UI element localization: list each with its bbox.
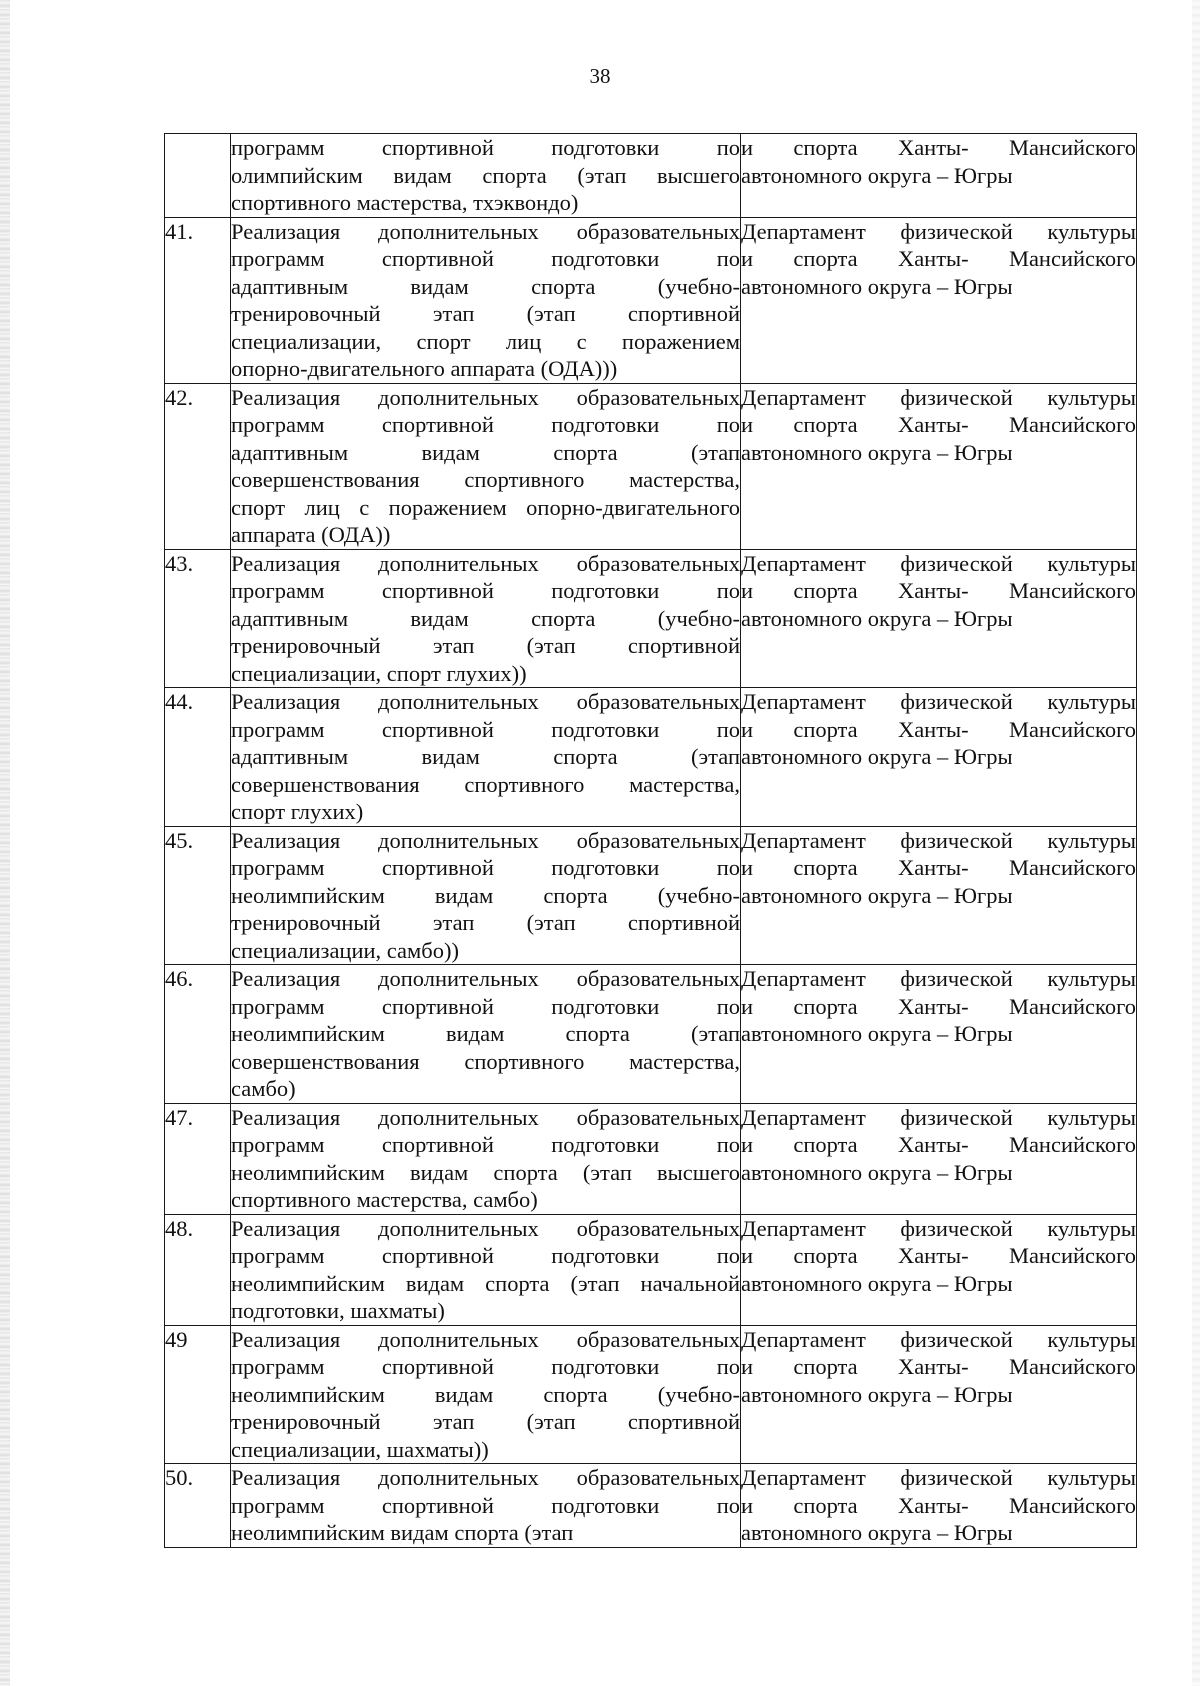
program-name-line: аппарата (ОДА)) xyxy=(231,522,391,547)
row-number: 43. xyxy=(165,549,231,688)
row-number: 42. xyxy=(165,383,231,549)
program-name-line: самбо) xyxy=(231,1076,296,1101)
table-row xyxy=(165,1214,1137,1325)
program-name-cell xyxy=(231,134,741,218)
program-name-line: спортивного мастерства, самбо) xyxy=(231,1187,538,1212)
program-name-line: совершенствования спортивного мастерства, xyxy=(231,467,740,492)
program-name-cell xyxy=(231,688,741,827)
program-name-line: неолимпийским видам спорта (этап xyxy=(231,1520,574,1545)
programs-table xyxy=(164,133,1137,1548)
responsible-line: автономного округа – Югры xyxy=(741,882,1013,908)
program-name-line: неолимпийским видам спорта (этап начальной xyxy=(231,1270,740,1296)
responsible-line: и спорта Ханты- Мансийского xyxy=(741,1243,1136,1268)
program-name-line: тренировочный этап (этап спортивной xyxy=(231,301,740,326)
responsible-line: Департамент физической культуры xyxy=(741,1104,1136,1130)
program-name-cell xyxy=(231,1325,741,1464)
row-number: 45. xyxy=(165,826,231,965)
responsible-line: и спорта Ханты- Мансийского xyxy=(741,1492,1136,1518)
responsible-line: автономного округа – Югры xyxy=(741,1520,1013,1545)
responsible-line: и спорта Ханты- Мансийского xyxy=(741,1354,1136,1379)
program-name-line: программ спортивной подготовки по xyxy=(231,412,740,437)
program-name-line: программ спортивной подготовки по xyxy=(231,1492,740,1518)
responsible-cell xyxy=(741,965,1137,1104)
responsible-cell xyxy=(741,1464,1137,1548)
program-name-line: олимпийским видам спорта (этап высшего xyxy=(231,162,740,188)
responsible-line: Департамент физической культуры xyxy=(741,1215,1136,1241)
program-name-line: специализации, самбо)) xyxy=(231,937,459,963)
program-name-line: совершенствования спортивного мастерства, xyxy=(231,1048,740,1074)
responsible-line: и спорта Ханты- Мансийского xyxy=(741,993,1136,1019)
responsible-cell xyxy=(741,217,1137,383)
program-name-line: неолимпийским видам спорта (учебно- xyxy=(231,882,740,908)
program-name-line: Реализация дополнительных образовательных xyxy=(231,1104,740,1130)
program-name-line: программ спортивной подготовки по xyxy=(231,1132,740,1157)
program-name-line: Реализация дополнительных образовательных xyxy=(231,689,740,714)
program-name-line: программ спортивной подготовки по xyxy=(231,246,740,271)
program-name-line: специализации, шахматы)) xyxy=(231,1436,489,1462)
responsible-line: и спорта Ханты- Мансийского xyxy=(741,1132,1136,1157)
table-row xyxy=(165,1103,1137,1214)
program-name-cell xyxy=(231,383,741,549)
responsible-cell xyxy=(741,383,1137,549)
program-name-line: адаптивным видам спорта (учебно- xyxy=(231,273,740,299)
responsible-line: Департамент физической культуры xyxy=(741,218,1136,244)
responsible-line: автономного округа – Югры xyxy=(741,273,1013,299)
program-name-line: программ спортивной подготовки по xyxy=(231,716,740,742)
table-row xyxy=(165,383,1137,549)
responsible-line: автономного округа – Югры xyxy=(741,1021,1013,1046)
page-number: 38 xyxy=(589,64,611,88)
program-name-line: Реализация дополнительных образовательных xyxy=(231,966,740,991)
table-row xyxy=(165,1325,1137,1464)
table-row xyxy=(165,1464,1137,1548)
responsible-cell xyxy=(741,688,1137,827)
responsible-line: и спорта Ханты- Мансийского xyxy=(741,578,1136,603)
responsible-cell xyxy=(741,1325,1137,1464)
program-name-line: неолимпийским видам спорта (этап высшего xyxy=(231,1159,740,1185)
responsible-line: автономного округа – Югры xyxy=(741,1270,1013,1296)
responsible-line: Департамент физической культуры xyxy=(741,384,1136,410)
program-name-line: тренировочный этап (этап спортивной xyxy=(231,910,740,935)
program-name-cell xyxy=(231,1103,741,1214)
table-body xyxy=(165,134,1137,1548)
program-name-line: программ спортивной подготовки по xyxy=(231,578,740,603)
program-name-line: Реализация дополнительных образовательных xyxy=(231,550,740,576)
program-name-line: тренировочный этап (этап спортивной xyxy=(231,633,740,658)
responsible-cell xyxy=(741,134,1137,218)
responsible-cell xyxy=(741,1214,1137,1325)
program-name-line: неолимпийским видам спорта (учебно- xyxy=(231,1381,740,1407)
responsible-line: и спорта Ханты- Мансийского xyxy=(741,716,1136,742)
table-row xyxy=(165,134,1137,218)
program-name-line: Реализация дополнительных образовательных xyxy=(231,827,740,853)
program-name-cell xyxy=(231,217,741,383)
program-name-line: Реализация дополнительных образовательных xyxy=(231,1465,740,1490)
program-name-line: программ спортивной подготовки по xyxy=(231,1243,740,1268)
row-number: 41. xyxy=(165,217,231,383)
program-name-line: спорт лиц с поражением опорно-двигательного xyxy=(231,494,740,520)
responsible-line: автономного округа – Югры xyxy=(741,744,1013,769)
table-row xyxy=(165,549,1137,688)
responsible-line: автономного округа – Югры xyxy=(741,162,1013,188)
table-row xyxy=(165,217,1137,383)
program-name-line: специализации, спорт лиц с поражением xyxy=(231,328,740,354)
scan-edge-right xyxy=(1192,0,1200,1686)
responsible-line: автономного округа – Югры xyxy=(741,1159,1013,1185)
responsible-line: автономного округа – Югры xyxy=(741,605,1013,631)
program-name-cell xyxy=(231,1214,741,1325)
program-name-cell xyxy=(231,1464,741,1548)
program-name-line: программ спортивной подготовки по xyxy=(231,135,740,160)
program-name-line: опорно-двигательного аппарата (ОДА))) xyxy=(231,356,618,381)
row-number: 50. xyxy=(165,1464,231,1548)
program-name-line: Реализация дополнительных образовательных xyxy=(231,1215,740,1241)
program-name-line: неолимпийским видам спорта (этап xyxy=(231,1021,740,1046)
responsible-line: Департамент физической культуры xyxy=(741,689,1136,714)
program-name-cell xyxy=(231,549,741,688)
scan-edge-left xyxy=(0,0,10,1686)
responsible-line: автономного округа – Югры xyxy=(741,1381,1013,1407)
program-name-line: Реализация дополнительных образовательных xyxy=(231,1326,740,1352)
row-number: 49 xyxy=(165,1325,231,1464)
responsible-line: и спорта Ханты- Мансийского xyxy=(741,246,1136,271)
responsible-line: Департамент физической культуры xyxy=(741,1465,1136,1490)
program-name-line: программ спортивной подготовки по xyxy=(231,855,740,880)
table-row xyxy=(165,688,1137,827)
row-number: 48. xyxy=(165,1214,231,1325)
program-name-line: адаптивным видам спорта (этап xyxy=(231,744,740,769)
row-number: 44. xyxy=(165,688,231,827)
program-name-line: Реализация дополнительных образовательных xyxy=(231,218,740,244)
responsible-line: и спорта Ханты- Мансийского xyxy=(741,412,1136,437)
program-name-line: программ спортивной подготовки по xyxy=(231,1354,740,1379)
program-name-line: программ спортивной подготовки по xyxy=(231,993,740,1019)
responsible-line: и спорта Ханты- Мансийского xyxy=(741,855,1136,880)
responsible-line: Департамент физической культуры xyxy=(741,550,1136,576)
row-number: 47. xyxy=(165,1103,231,1214)
program-name-line: спорт глухих) xyxy=(231,799,364,824)
program-name-line: совершенствования спортивного мастерства, xyxy=(231,771,740,797)
responsible-cell xyxy=(741,549,1137,688)
responsible-cell xyxy=(741,826,1137,965)
responsible-line: автономного округа – Югры xyxy=(741,439,1013,465)
program-name-cell xyxy=(231,826,741,965)
row-number xyxy=(165,134,231,218)
program-name-line: подготовки, шахматы) xyxy=(231,1298,445,1323)
program-name-line: Реализация дополнительных образовательных xyxy=(231,384,740,410)
program-name-line: спортивного мастерства, тхэквондо) xyxy=(231,190,579,215)
program-name-line: тренировочный этап (этап спортивной xyxy=(231,1409,740,1434)
responsible-line: Департамент физической культуры xyxy=(741,827,1136,853)
program-name-cell xyxy=(231,965,741,1104)
row-number: 46. xyxy=(165,965,231,1104)
table-row xyxy=(165,965,1137,1104)
table-row xyxy=(165,826,1137,965)
responsible-line: Департамент физической культуры xyxy=(741,1326,1136,1352)
program-name-line: адаптивным видам спорта (этап xyxy=(231,439,740,465)
responsible-cell xyxy=(741,1103,1137,1214)
responsible-line: Департамент физической культуры xyxy=(741,966,1136,991)
responsible-line: и спорта Ханты- Мансийского xyxy=(741,135,1136,160)
program-name-line: адаптивным видам спорта (учебно- xyxy=(231,605,740,631)
program-name-line: специализации, спорт глухих)) xyxy=(231,660,527,686)
